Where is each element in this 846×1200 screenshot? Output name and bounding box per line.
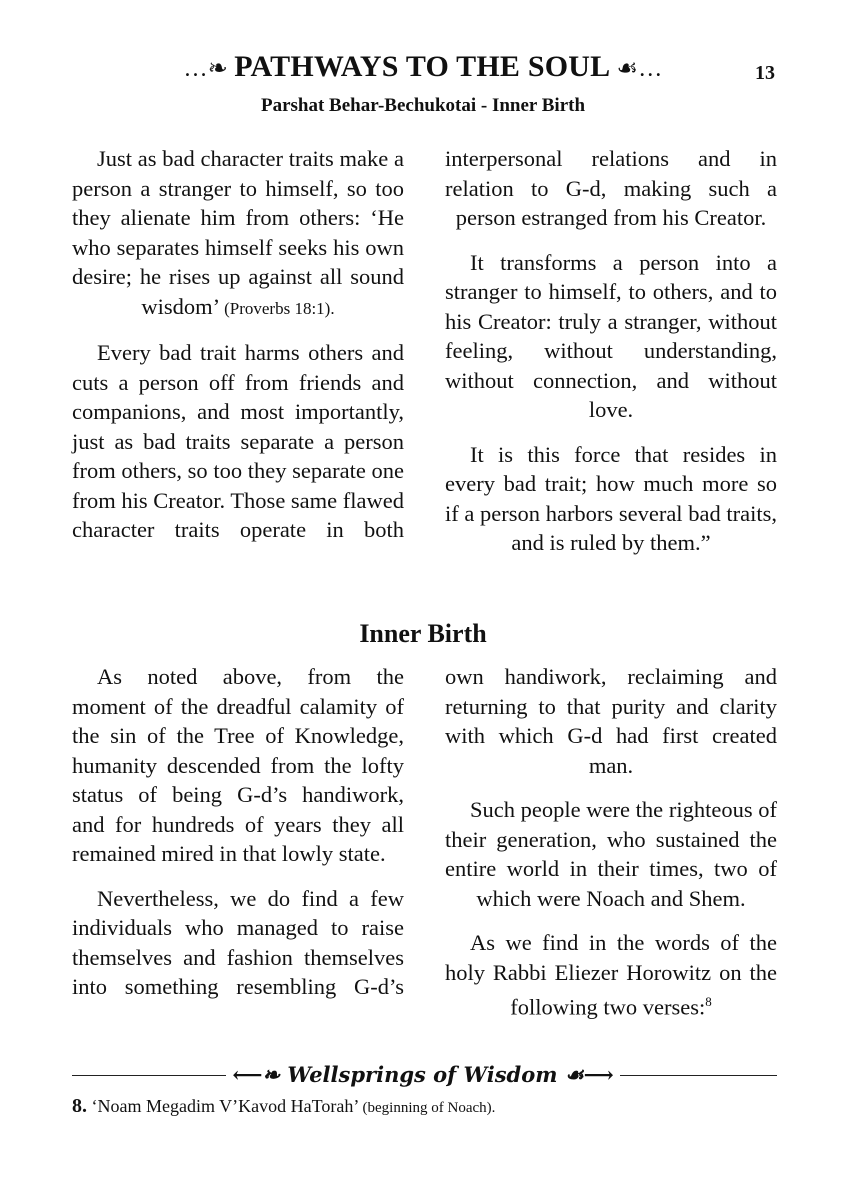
paragraph: Such people were the righteous of their generation, who sustained the entire world in their times, two of which were Noach and Shem. <box>445 797 777 911</box>
column-left-1 <box>72 144 404 560</box>
ornament-left-icon: …❧ <box>183 56 235 82</box>
paragraph: interpersonal relations and in relation to G-d, making such a person estranged from his Creator. <box>445 146 777 230</box>
running-header <box>0 50 846 84</box>
ornament-left-icon: ⟵❧ <box>232 1062 288 1087</box>
footnote <box>72 1095 495 1118</box>
page-number: 13 <box>755 62 775 84</box>
footer-banner <box>0 1062 846 1087</box>
column-right-1 <box>445 144 777 573</box>
section-heading: Inner Birth <box>359 619 487 648</box>
footer-banner-text: Wellsprings of Wisdom <box>287 1062 558 1087</box>
footnote-ref: (beginning of Noach). <box>362 1100 496 1116</box>
paragraph-text: As we find in the words of the holy Rabbi Eliezer Horowitz on the following two verses: <box>445 930 777 1020</box>
paragraph: It transforms a person into a stranger to himself, to others, and to his Creator: truly a stranger, without feeling, without understanding, without connection, and without love. <box>445 249 777 422</box>
paragraph-text: Just as bad character traits make a person a stranger to himself, so too they alienate him from others: ‘He who separates himself seeks his own desire; he rises up against all sound wisdom’ <box>72 146 404 319</box>
paragraph: Nevertheless, we do find a few individuals who managed to raise themselves and fashion themselves into something resembling G-d’s <box>72 885 404 999</box>
column-left-2 <box>72 662 404 1017</box>
paragraph: As noted above, from the moment of the dreadful calamity of the sin of the Tree of Knowledge, humanity descended from the lofty status of being G-d’s handiwork, and for hundreds of years they all remained mired in that lowly state. <box>72 664 404 866</box>
ornament-right-icon: ☙… <box>610 56 663 82</box>
paragraph <box>445 928 777 1022</box>
ornament-right-icon: ☙⟶ <box>557 1062 614 1087</box>
paragraph <box>72 144 404 323</box>
footnote-number: 8. <box>72 1095 87 1117</box>
chapter-subtitle: Parshat Behar-Bechukotai - Inner Birth <box>260 95 586 116</box>
footnote-text: ‘Noam Megadim V’Kavod HaTorah’ <box>91 1096 358 1116</box>
paragraph: It is this force that resides in every bad trait; how much more so if a person harbors several bad traits, and is ruled by them.” <box>445 441 777 555</box>
column-right-2 <box>445 662 777 1037</box>
footnote-mark: 8 <box>705 994 712 1009</box>
paragraph: own handiwork, reclaiming and returning to that purity and clarity with which G-d had first created man. <box>445 664 777 778</box>
paragraph: Every bad trait harms others and cuts a person off from friends and companions, and most importantly, just as bad traits separate a person from others, so too they separate one from his Creator. Those same flawed character traits operate in both <box>72 340 404 542</box>
book-title: PATHWAYS TO THE SOUL <box>234 50 611 83</box>
citation: (Proverbs 18:1). <box>224 298 335 318</box>
